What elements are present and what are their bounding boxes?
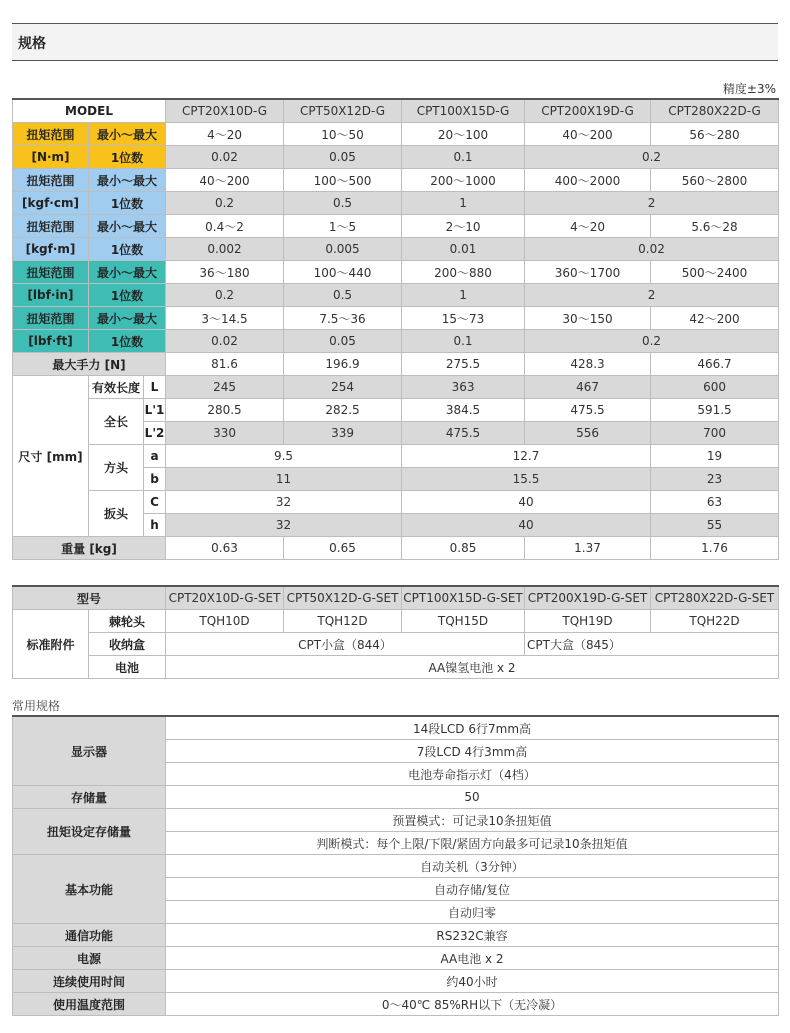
- torque-label: 扭矩范围: [13, 261, 89, 284]
- table-cell: 19: [651, 445, 779, 468]
- wrench-label: 扳头: [89, 491, 144, 537]
- table-row: [13, 330, 779, 353]
- table-cell: 12.7: [402, 445, 651, 468]
- model-cell: CPT100X15D-G-SET: [402, 586, 525, 610]
- table-cell: 500～2400: [651, 261, 779, 284]
- table-row: [13, 215, 779, 238]
- table-cell: 5.6～28: [651, 215, 779, 238]
- continuous-use-label: 连续使用时间: [13, 970, 166, 993]
- full-length-label: 全长: [89, 399, 144, 445]
- table-cell: 0.02: [166, 330, 284, 353]
- table-row: [13, 586, 779, 610]
- table-row: [13, 716, 779, 740]
- table-cell: 282.5: [284, 399, 402, 422]
- model-cell: CPT100X15D-G: [402, 99, 525, 123]
- model-cell: CPT200X19D-G: [525, 99, 651, 123]
- table-cell: 360～1700: [525, 261, 651, 284]
- table-cell: 36～180: [166, 261, 284, 284]
- comm-label: 通信功能: [13, 924, 166, 947]
- range-label: 最小～最大: [89, 123, 166, 146]
- torque-label: 扭矩范围: [13, 123, 89, 146]
- table-row: [13, 610, 779, 633]
- table-row: [13, 307, 779, 330]
- table-row: [13, 633, 779, 656]
- table-cell: 600: [651, 376, 779, 399]
- table-row: [13, 238, 779, 261]
- table-cell: 196.9: [284, 353, 402, 376]
- table-row: [13, 192, 779, 215]
- dim-key: L'1: [144, 399, 166, 422]
- model-cell: CPT50X12D-G-SET: [284, 586, 402, 610]
- table-cell: 40: [402, 514, 651, 537]
- table-cell: 15.5: [402, 468, 651, 491]
- table-cell: 2～10: [402, 215, 525, 238]
- table-cell: 100～500: [284, 169, 402, 192]
- dim-key: C: [144, 491, 166, 514]
- table-cell: 7段LCD 4行3mm高: [166, 740, 779, 763]
- table-cell: CPT小盒（844）: [166, 633, 525, 656]
- model-header: MODEL: [13, 99, 166, 123]
- table-cell: 0.005: [284, 238, 402, 261]
- table-cell: 3～14.5: [166, 307, 284, 330]
- table-cell: 428.3: [525, 353, 651, 376]
- table-row: [13, 146, 779, 169]
- table-cell: 0.5: [284, 284, 402, 307]
- table-cell: 0.1: [402, 330, 525, 353]
- model-cell: CPT50X12D-G: [284, 99, 402, 123]
- set-table: [12, 585, 779, 679]
- table-cell: 466.7: [651, 353, 779, 376]
- range-label: 最小～最大: [89, 307, 166, 330]
- table-cell: 1.37: [525, 537, 651, 560]
- table-cell: 363: [402, 376, 525, 399]
- table-cell: 1～5: [284, 215, 402, 238]
- table-cell: 200～880: [402, 261, 525, 284]
- table-row: [13, 656, 779, 679]
- table-cell: 10～50: [284, 123, 402, 146]
- table-cell: 40: [402, 491, 651, 514]
- table-cell: 预置模式：可记录10条扭矩值: [166, 809, 779, 832]
- table-row: [13, 970, 779, 993]
- table-cell: 判断模式：每个上限/下限/紧固方向最多可记录10条扭矩值: [166, 832, 779, 855]
- table-row: [13, 123, 779, 146]
- model-cell: CPT280X22D-G-SET: [651, 586, 779, 610]
- table-cell: 0.65: [284, 537, 402, 560]
- table-cell: TQH10D: [166, 610, 284, 633]
- table-cell: 自动存储/复位: [166, 878, 779, 901]
- table-cell: 1: [402, 192, 525, 215]
- table-cell: CPT大盒（845）: [525, 633, 779, 656]
- table-cell: 15～73: [402, 307, 525, 330]
- model-cell: CPT20X10D-G: [166, 99, 284, 123]
- table-cell: 0.02: [525, 238, 779, 261]
- table-cell: 9.5: [166, 445, 402, 468]
- unit-label: [kgf·m]: [13, 238, 89, 261]
- max-hand-label: 最大手力 [N]: [13, 353, 166, 376]
- table-row: [13, 947, 779, 970]
- table-cell: 1: [402, 284, 525, 307]
- unit-label: [N·m]: [13, 146, 89, 169]
- table-cell: 0.5: [284, 192, 402, 215]
- table-cell: TQH19D: [525, 610, 651, 633]
- table-cell: AA电池 x 2: [166, 947, 779, 970]
- table-cell: 56～280: [651, 123, 779, 146]
- range-label: 最小～最大: [89, 215, 166, 238]
- table-cell: TQH22D: [651, 610, 779, 633]
- table-cell: 4～20: [525, 215, 651, 238]
- table-cell: 591.5: [651, 399, 779, 422]
- model-cell: CPT200X19D-G-SET: [525, 586, 651, 610]
- set-model-header: 型号: [13, 586, 166, 610]
- table-cell: 0.2: [525, 146, 779, 169]
- square-label: 方头: [89, 445, 144, 491]
- table-cell: 330: [166, 422, 284, 445]
- table-cell: 475.5: [525, 399, 651, 422]
- table-cell: TQH15D: [402, 610, 525, 633]
- torque-memory-label: 扭矩设定存储量: [13, 809, 166, 855]
- dim-key: h: [144, 514, 166, 537]
- general-table: [12, 715, 779, 1016]
- unit-label: [lbf·ft]: [13, 330, 89, 353]
- table-cell: RS232C兼容: [166, 924, 779, 947]
- table-cell: 467: [525, 376, 651, 399]
- table-row: [13, 445, 779, 468]
- temperature-label: 使用温度范围: [13, 993, 166, 1016]
- table-cell: 32: [166, 491, 402, 514]
- table-row: [13, 924, 779, 947]
- table-cell: 4～20: [166, 123, 284, 146]
- table-cell: 0.01: [402, 238, 525, 261]
- table-cell: TQH12D: [284, 610, 402, 633]
- table-cell: 0.2: [166, 192, 284, 215]
- table-cell: 30～150: [525, 307, 651, 330]
- torque-label: 扭矩范围: [13, 169, 89, 192]
- table-row: [13, 537, 779, 560]
- section-header: [12, 23, 778, 61]
- table-cell: 384.5: [402, 399, 525, 422]
- table-cell: 700: [651, 422, 779, 445]
- table-cell: 100～440: [284, 261, 402, 284]
- unit-label: [lbf·in]: [13, 284, 89, 307]
- table-cell: 63: [651, 491, 779, 514]
- ratchet-label: 棘轮头: [89, 610, 166, 633]
- torque-label: 扭矩范围: [13, 215, 89, 238]
- unit-label: [kgf·cm]: [13, 192, 89, 215]
- digit-label: 1位数: [89, 146, 166, 169]
- table-row: [13, 99, 779, 123]
- battery-label: 电池: [89, 656, 166, 679]
- table-cell: 23: [651, 468, 779, 491]
- table-cell: 自动归零: [166, 901, 779, 924]
- dim-label: 尺寸 [mm]: [13, 376, 89, 537]
- case-label: 收纳盒: [89, 633, 166, 656]
- table-cell: 0.63: [166, 537, 284, 560]
- accessory-label: 标准附件: [13, 610, 89, 679]
- model-cell: CPT280X22D-G: [651, 99, 779, 123]
- table-row: [13, 399, 779, 422]
- dim-key: L'2: [144, 422, 166, 445]
- torque-label: 扭矩范围: [13, 307, 89, 330]
- digit-label: 1位数: [89, 238, 166, 261]
- table-row: [13, 353, 779, 376]
- table-cell: 32: [166, 514, 402, 537]
- table-cell: 0.4～2: [166, 215, 284, 238]
- table-cell: 40～200: [166, 169, 284, 192]
- table-cell: 1.76: [651, 537, 779, 560]
- table-cell: 42～200: [651, 307, 779, 330]
- table-cell: 0～40℃ 85%RH以下（无冷凝）: [166, 993, 779, 1016]
- power-label: 电源: [13, 947, 166, 970]
- page-title: 规格: [18, 36, 46, 52]
- table-cell: 0.002: [166, 238, 284, 261]
- table-cell: 0.2: [525, 330, 779, 353]
- table-cell: 81.6: [166, 353, 284, 376]
- range-label: 最小～最大: [89, 169, 166, 192]
- table-row: [13, 491, 779, 514]
- digit-label: 1位数: [89, 330, 166, 353]
- table-cell: 2: [525, 284, 779, 307]
- table-cell: 245: [166, 376, 284, 399]
- table-cell: 11: [166, 468, 402, 491]
- dim-key: a: [144, 445, 166, 468]
- table-cell: 254: [284, 376, 402, 399]
- table-cell: 0.1: [402, 146, 525, 169]
- table-cell: 自动关机（3分钟）: [166, 855, 779, 878]
- table-cell: 475.5: [402, 422, 525, 445]
- table-cell: 400～2000: [525, 169, 651, 192]
- general-spec-title: 常用规格: [12, 699, 61, 713]
- table-cell: 0.05: [284, 330, 402, 353]
- table-row: [13, 993, 779, 1016]
- table-cell: 2: [525, 192, 779, 215]
- table-row: [13, 284, 779, 307]
- table-cell: 50: [166, 786, 779, 809]
- digit-label: 1位数: [89, 192, 166, 215]
- table-row: [13, 376, 779, 399]
- digit-label: 1位数: [89, 284, 166, 307]
- table-cell: 约40小时: [166, 970, 779, 993]
- accuracy-note: 精度±3%: [722, 82, 776, 96]
- table-cell: 0.05: [284, 146, 402, 169]
- model-cell: CPT20X10D-G-SET: [166, 586, 284, 610]
- eff-length-label: 有效长度: [89, 376, 144, 399]
- table-row: [13, 855, 779, 878]
- table-cell: 20～100: [402, 123, 525, 146]
- table-cell: 200～1000: [402, 169, 525, 192]
- table-row: [13, 809, 779, 832]
- table-cell: 0.85: [402, 537, 525, 560]
- table-cell: 560～2800: [651, 169, 779, 192]
- table-cell: 0.02: [166, 146, 284, 169]
- table-cell: 14段LCD 6行7mm高: [166, 716, 779, 740]
- table-cell: 275.5: [402, 353, 525, 376]
- table-cell: 40～200: [525, 123, 651, 146]
- table-row: [13, 786, 779, 809]
- table-cell: AA镍氢电池 x 2: [166, 656, 779, 679]
- table-cell: 0.2: [166, 284, 284, 307]
- table-cell: 339: [284, 422, 402, 445]
- dim-key: b: [144, 468, 166, 491]
- basic-function-label: 基本功能: [13, 855, 166, 924]
- dim-key: L: [144, 376, 166, 399]
- table-cell: 电池寿命指示灯（4档）: [166, 763, 779, 786]
- table-row: [13, 169, 779, 192]
- table-cell: 55: [651, 514, 779, 537]
- spec-table: [12, 98, 779, 560]
- table-cell: 7.5～36: [284, 307, 402, 330]
- weight-label: 重量 [kg]: [13, 537, 166, 560]
- range-label: 最小～最大: [89, 261, 166, 284]
- table-cell: 556: [525, 422, 651, 445]
- memory-label: 存储量: [13, 786, 166, 809]
- display-label: 显示器: [13, 716, 166, 786]
- table-row: [13, 261, 779, 284]
- table-cell: 280.5: [166, 399, 284, 422]
